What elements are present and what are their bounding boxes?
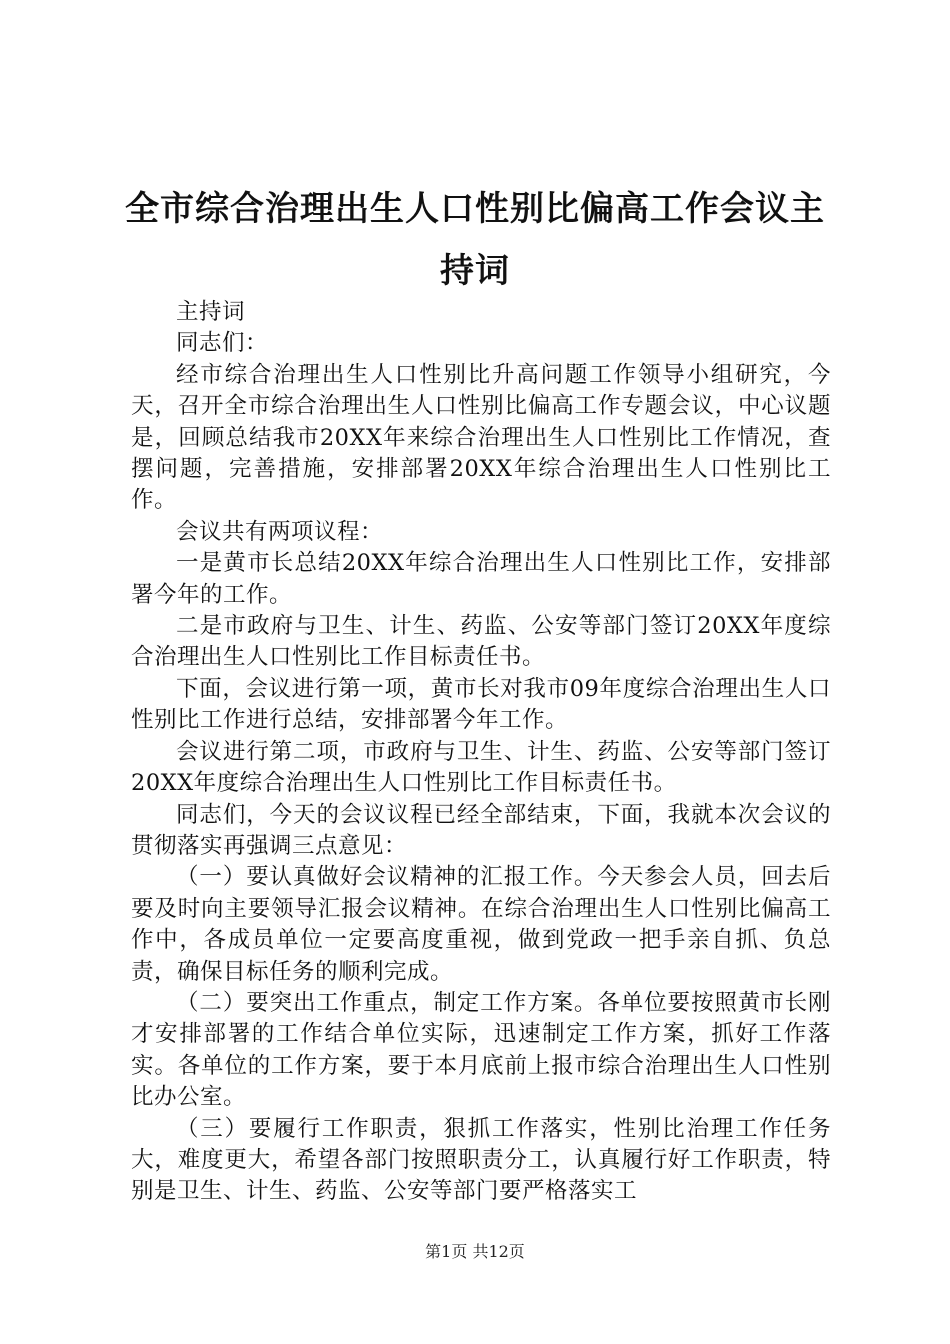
- paragraph-heading: 主持词: [176, 299, 246, 325]
- paragraph: 经市综合治理出生人口性别比升高问题工作领导小组研究，今天，召开全市综合治理出生人口性别比偏高工作专题会议，中心议题是，回顾总结我市20XX年来综合治理出生人口性别比工作情况，查摆问题，完善措施，安排部署20XX年综合治理出生人口性别比工作。: [131, 361, 831, 514]
- document-title: 全市综合治理出生人口性别比偏高工作会议主持词: [125, 189, 825, 291]
- paragraph: （一）要认真做好会议精神的汇报工作。今天参会人员，回去后要及时向主要领导汇报会议精神。在综合治理出生人口性别比偏高工作中，各成员单位一定要高度重视，做到党政一把手亲自抓、负总责，确保目标任务的顺利完成。: [131, 864, 831, 985]
- paragraph: 同志们，今天的会议议程已经全部结束，下面，我就本次会议的贯彻落实再强调三点意见：: [131, 801, 831, 859]
- paragraph: 下面，会议进行第一项，黄市长对我市09年度综合治理出生人口性别比工作进行总结，安排部署今年工作。: [131, 675, 831, 734]
- paragraph: 二是市政府与卫生、计生、药监、公安等部门签订20XX年度综合治理出生人口性别比工作目标责任书。: [131, 613, 831, 671]
- page-number: 第1页 共12页: [425, 1242, 525, 1261]
- paragraph-salutation: 同志们：: [176, 330, 269, 357]
- paragraph: （二）要突出工作重点，制定工作方案。各单位要按照黄市长刚才安排部署的工作结合单位实际，迅速制定工作方案，抓好工作落实。各单位的工作方案，要于本月底前上报市综合治理出生人口性别比办公室。: [131, 989, 831, 1111]
- document-body: [131, 297, 831, 1208]
- paragraph: 会议共有两项议程：: [176, 518, 384, 545]
- paragraph: （三）要履行工作职责，狠抓工作落实，性别比治理工作任务大，难度更大，希望各部门按照职责分工，认真履行好工作职责，特别是卫生、计生、药监、公安等部门要严格落实工: [131, 1115, 831, 1205]
- paragraph: 一是黄市长总结20XX年综合治理出生人口性别比工作，安排部署今年的工作。: [131, 550, 831, 608]
- paragraph: 会议进行第二项，市政府与卫生、计生、药监、公安等部门签订20XX年度综合治理出生人口性别比工作目标责任书。: [131, 738, 831, 797]
